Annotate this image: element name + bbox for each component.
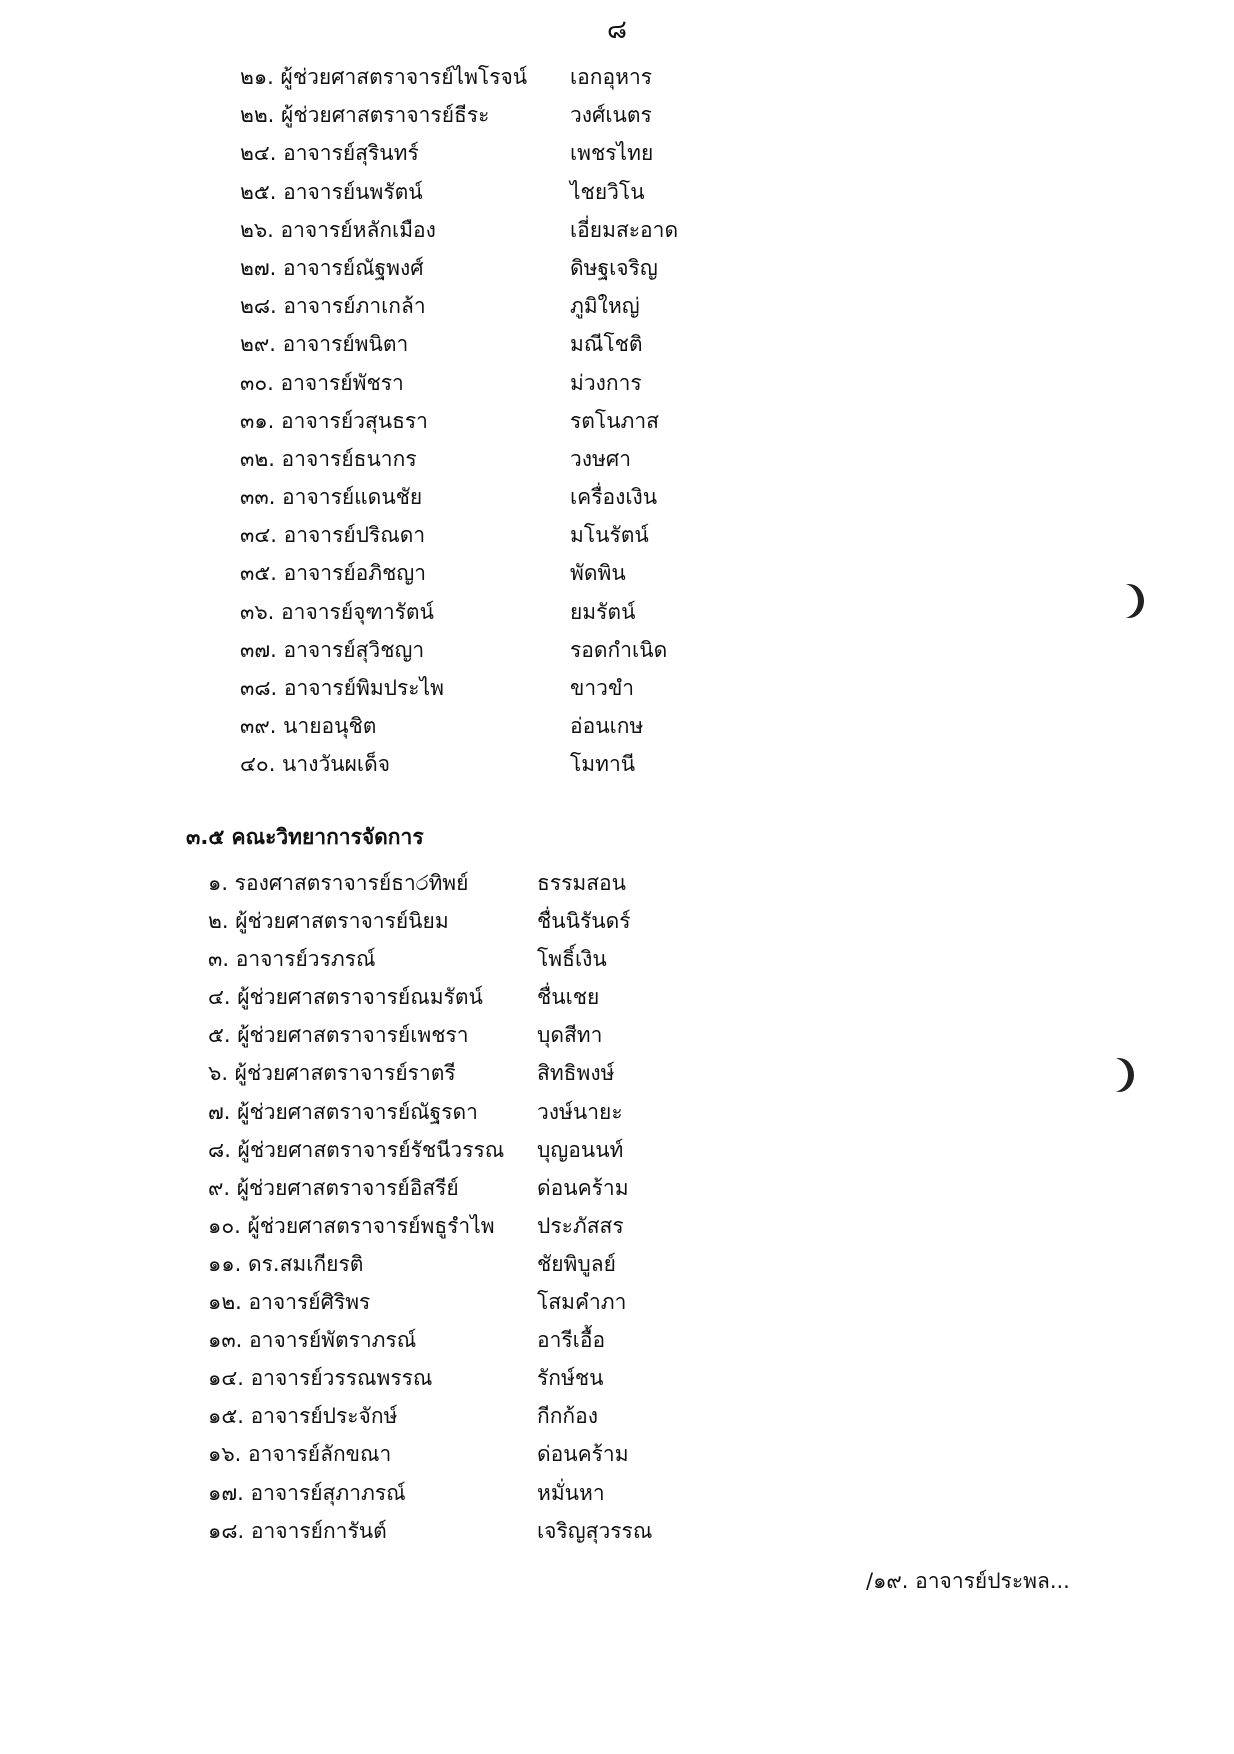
list-item	[0, 58, 1234, 96]
staff-surname: สิทธิพงษ์	[537, 1061, 615, 1086]
staff-surname: ชื่นเชย	[537, 985, 600, 1010]
list-item	[0, 1245, 1234, 1283]
staff-name: ๑๖. อาจารย์ลักขณา	[208, 1442, 392, 1467]
staff-surname: อารีเอื้อ	[537, 1328, 606, 1353]
binder-hole-mark	[1098, 1058, 1128, 1092]
list-item	[0, 554, 1234, 592]
staff-surname: อ่อนเกษ	[570, 714, 644, 739]
list-item	[0, 940, 1234, 978]
staff-name: ๕. ผู้ช่วยศาสตราจารย์เพชรา	[208, 1023, 469, 1048]
list-item	[0, 287, 1234, 325]
staff-name: ๑๕. อาจารย์ประจักษ์	[208, 1404, 398, 1429]
list-item	[0, 593, 1234, 631]
staff-surname: ม่วงการ	[570, 370, 642, 395]
staff-surname: ชื่นนิรันดร์	[537, 909, 631, 934]
staff-surname: พัดพิน	[570, 561, 626, 586]
list-item	[0, 134, 1234, 172]
list-item	[0, 1207, 1234, 1245]
staff-surname: ชัยพิบูลย์	[537, 1251, 616, 1276]
staff-surname: รอดกำเนิด	[570, 637, 668, 662]
list-item	[0, 249, 1234, 287]
staff-name: ๓๑. อาจารย์วสุนธรา	[240, 408, 428, 433]
staff-name: ๙. ผู้ช่วยศาสตราจารย์อิสรีย์	[208, 1175, 459, 1200]
staff-surname: บุดสีทา	[537, 1023, 603, 1048]
staff-surname: โมทานี	[570, 752, 636, 777]
staff-surname: ดิษฐเจริญ	[570, 255, 658, 280]
staff-name: ๘. ผู้ช่วยศาสตราจารย์รัชนีวรรณ	[208, 1137, 505, 1162]
staff-surname: โสมคำภา	[537, 1290, 627, 1315]
list-item	[0, 173, 1234, 211]
staff-name: ๓๔. อาจารย์ปริณดา	[240, 523, 426, 548]
list-item	[0, 707, 1234, 745]
list-item	[0, 631, 1234, 669]
staff-surname: บุญอนนท์	[537, 1137, 624, 1162]
staff-name: ๒๗. อาจารย์ณัฐพงศ์	[240, 255, 424, 280]
staff-name: ๓๙. นายอนุชิต	[240, 714, 377, 739]
staff-surname: รตโนภาส	[570, 408, 660, 433]
staff-name: ๗. ผู้ช่วยศาสตราจารย์ณัฐรดา	[208, 1099, 478, 1124]
staff-name: ๔. ผู้ช่วยศาสตราจารย์ณมรัตน์	[208, 985, 483, 1010]
staff-name: ๓๖. อาจารย์จุฑารัตน์	[240, 599, 434, 624]
staff-name: ๒. ผู้ช่วยศาสตราจารย์นิยม	[208, 909, 449, 934]
list-item	[0, 978, 1234, 1016]
staff-name: ๒๑. ผู้ช่วยศาสตราจารย์ไพโรจน์	[240, 65, 528, 89]
list-item	[0, 1093, 1234, 1131]
list-item	[0, 902, 1234, 940]
staff-name: ๓๕. อาจารย์อภิชญา	[240, 561, 427, 586]
list-item	[0, 1474, 1234, 1512]
staff-surname: ยมรัตน์	[570, 599, 636, 624]
continuation-note: /๑๙. อาจารย์ประพล...	[866, 1569, 1070, 1593]
staff-name: ๑๓. อาจารย์พัตราภรณ์	[208, 1328, 417, 1353]
staff-surname: ธรรมสอน	[537, 871, 627, 895]
staff-name: ๑๒. อาจารย์ศิริพร	[208, 1290, 371, 1315]
staff-surname: ไชยวิโน	[570, 179, 645, 204]
staff-surname: ด่อนคร้าม	[537, 1175, 629, 1200]
staff-name: ๓. อาจารย์วรภรณ์	[208, 947, 376, 972]
staff-name: ๑๑. ดร.สมเกียรติ	[208, 1251, 364, 1276]
staff-name: ๒๒. ผู้ช่วยศาสตราจารย์ธีระ	[240, 103, 490, 128]
staff-surname: โพธิ์เงิน	[537, 947, 607, 972]
staff-surname: เอกอุหาร	[570, 65, 653, 89]
staff-name: ๓๗. อาจารย์สุวิชญา	[240, 637, 425, 662]
staff-name: ๓๒. อาจารย์ธนากร	[240, 446, 417, 471]
staff-surname: เจริญสุวรรณ	[537, 1518, 653, 1543]
staff-surname: เครื่องเงิน	[570, 485, 658, 510]
list-item	[0, 364, 1234, 402]
staff-name: ๑๐. ผู้ช่วยศาสตราจารย์พธูรำไพ	[208, 1213, 495, 1238]
list-item	[0, 1512, 1234, 1550]
staff-name: ๑๘. อาจารย์การันต์	[208, 1518, 387, 1543]
list-item	[0, 478, 1234, 516]
list-item	[0, 516, 1234, 554]
page-number: ๘	[606, 15, 628, 45]
staff-name: ๒๙. อาจารย์พนิตา	[240, 332, 409, 357]
staff-name: ๖. ผู้ช่วยศาสตราจารย์ราตรี	[208, 1061, 456, 1086]
list-item	[0, 1016, 1234, 1054]
staff-name: ๓๐. อาจารย์พัชรา	[240, 370, 404, 395]
list-item	[0, 1359, 1234, 1397]
staff-surname: ประภัสสร	[537, 1213, 624, 1238]
staff-name: ๓๘. อาจารย์พิมประไพ	[240, 676, 444, 700]
list-item	[0, 1054, 1234, 1092]
list-item	[0, 745, 1234, 783]
list-item	[0, 1283, 1234, 1321]
list-item	[0, 864, 1234, 902]
staff-list-management-science	[0, 864, 1234, 1550]
list-item	[0, 402, 1234, 440]
list-item	[0, 1169, 1234, 1207]
section-heading-management-science: ๓.๕ คณะวิทยาการจัดการ	[186, 825, 424, 849]
list-item	[0, 1131, 1234, 1169]
staff-surname: มโนรัตน์	[570, 523, 649, 548]
binder-hole-mark	[1108, 584, 1138, 618]
staff-surname: วงษศา	[570, 446, 632, 471]
staff-surname: เอี่ยมสะอาด	[570, 217, 679, 242]
list-item	[0, 211, 1234, 249]
staff-surname: ขาวขำ	[570, 676, 635, 700]
staff-name: ๑๔. อาจารย์วรรณพรรณ	[208, 1366, 433, 1391]
list-item	[0, 1435, 1234, 1473]
staff-surname: เพชรไทย	[570, 141, 654, 166]
staff-name: ๒๔. อาจารย์สุรินทร์	[240, 141, 419, 166]
staff-surname: รักษ์ชน	[537, 1366, 604, 1391]
staff-name: ๒๖. อาจารย์หลักเมือง	[240, 217, 436, 242]
staff-surname: มณีโชติ	[570, 332, 643, 357]
staff-name: ๔๐. นางวันผเด็จ	[240, 752, 391, 777]
staff-surname: วงศ์เนตร	[570, 103, 652, 128]
list-item	[0, 669, 1234, 707]
staff-name: ๑๗. อาจารย์สุภาภรณ์	[208, 1480, 406, 1505]
list-item	[0, 1321, 1234, 1359]
staff-surname: กีกก้อง	[537, 1404, 599, 1429]
list-item	[0, 96, 1234, 134]
staff-name: ๓๓. อาจารย์แดนชัย	[240, 485, 423, 510]
staff-surname: ภูมิใหญ่	[570, 294, 640, 319]
staff-surname: วงษ์นายะ	[537, 1099, 623, 1124]
list-item	[0, 1397, 1234, 1435]
staff-name: ๑. รองศาสตราจารย์ธาරทิพย์	[208, 871, 469, 895]
staff-list-continued	[0, 58, 1234, 784]
staff-name: ๒๕. อาจารย์นพรัตน์	[240, 179, 423, 204]
list-item	[0, 325, 1234, 363]
staff-name: ๒๘. อาจารย์ภาเกล้า	[240, 294, 426, 319]
staff-surname: ด่อนคร้าม	[537, 1442, 629, 1467]
staff-surname: หมั่นหา	[537, 1480, 605, 1505]
list-item	[0, 440, 1234, 478]
